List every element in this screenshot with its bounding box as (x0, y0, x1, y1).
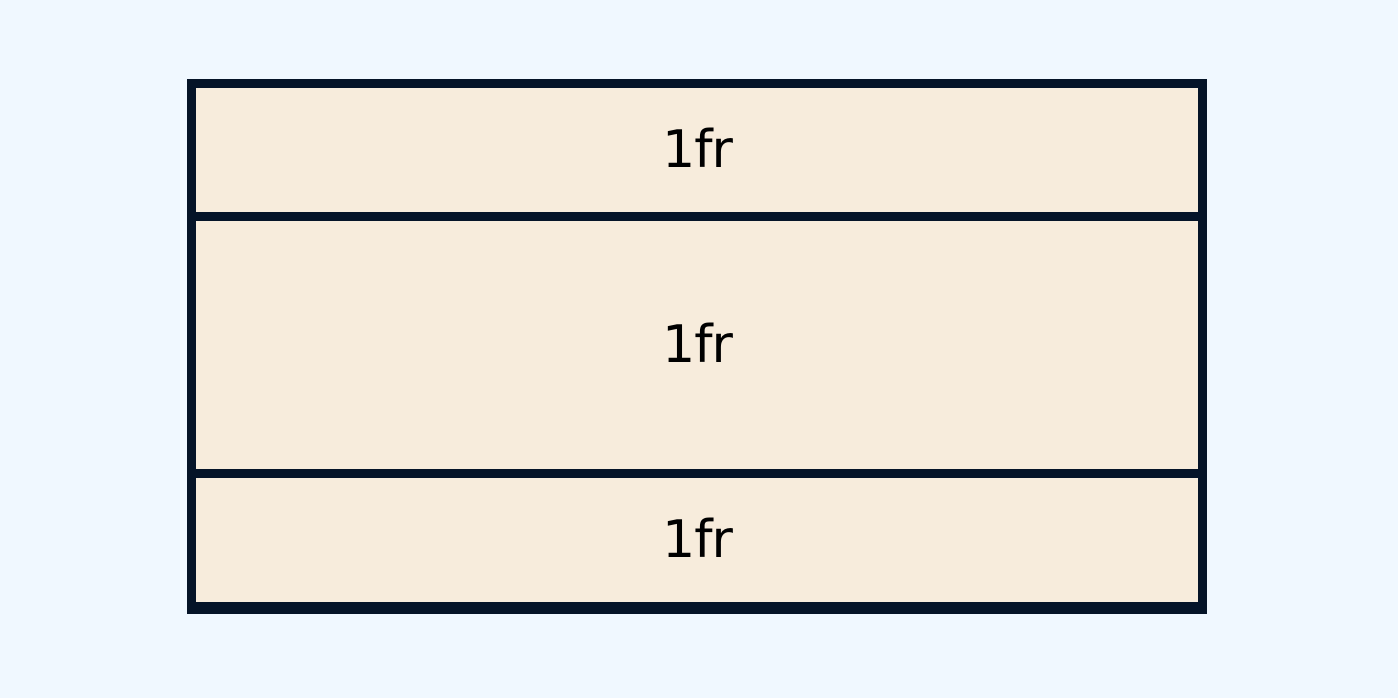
grid-row-1-label: 1fr (662, 120, 732, 180)
grid-container (187, 79, 1207, 614)
grid-row-1 (196, 88, 1198, 212)
grid-row-2-label: 1fr (662, 315, 732, 375)
grid-row-2 (196, 221, 1198, 469)
grid-row-3-label: 1fr (662, 510, 732, 570)
grid-row-3 (196, 478, 1198, 602)
